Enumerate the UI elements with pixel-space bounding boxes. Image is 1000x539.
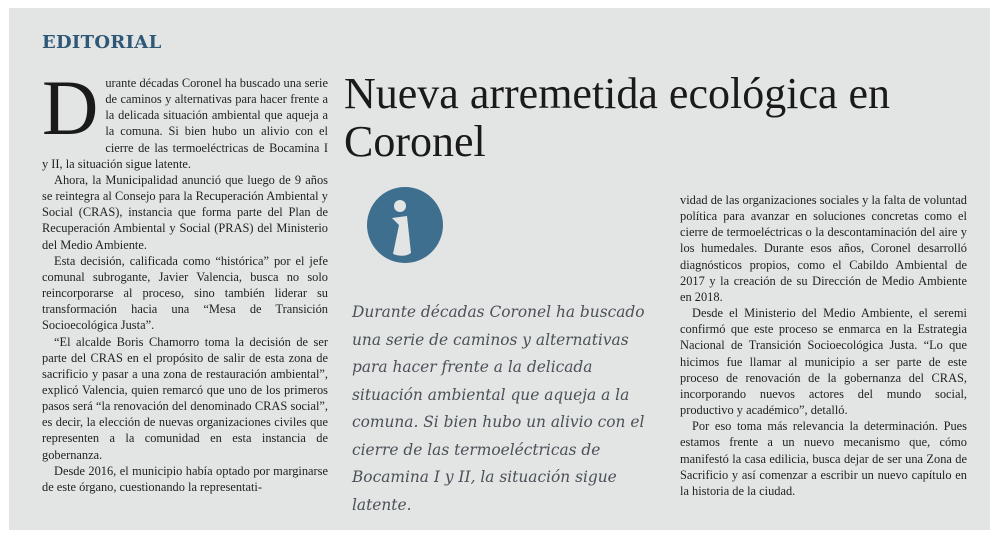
column-right: [680, 192, 967, 499]
paragraph: Ahora, la Municipalidad anunció que luego de 9 años se reintegra al Consejo para la Recuperación Ambiental y Social (CRAS), instancia que forma parte del Plan de Recuperación Ambiental y Social (PRAS) del Ministerio del Medio Ambiente.: [42, 172, 328, 252]
section-label: EDITORIAL: [42, 32, 162, 53]
info-icon: [367, 187, 443, 263]
headline: Nueva arremetida ecológica en Coronel: [344, 69, 891, 166]
dropcap: D: [42, 64, 99, 151]
editorial-page: [9, 8, 990, 530]
paragraph: Desde el Ministerio del Medio Ambiente, el seremi confirmó que este proceso se enmarca en la Estrategia Nacional de Transición Socioecológica Justa. “Lo que hicimos fue llamar al municipio a ser parte de este proceso de renovación de la gobernanza del CRAS, incorporando nuevos actores del mundo social, productivo y académico”, detalló.: [680, 306, 967, 418]
paragraph-lead: [42, 64, 328, 172]
paragraph: Desde 2016, el municipio había optado por marginarse de este órgano, cuestionando la representati-: [42, 463, 328, 494]
pull-quote: Durante décadas Coronel ha buscado una serie de caminos y alternativas para hacer frente a la delicada situación ambiental que aqueja a la comuna. Si bien hubo un alivio con el cierre de las termoeléctricas de Bocamina I y II, la situación sigue latente.: [352, 303, 645, 514]
paragraph: vidad de las organizaciones sociales y la falta de voluntad política para avanzar en soluciones concretas como el cierre de termoeléctricas o la descontaminación del aire y los humedales. Durante esos años, Coronel desarrolló diagnósticos propios, como el Cabildo Ambiental de 2017 y la creación de su Dirección de Medio Ambiente en 2018.: [680, 193, 967, 304]
lead-text: urante décadas Coronel ha buscado una serie de caminos y alternativas para hacer frente a la delicada situación ambiental que aqueja a la comuna. Si bien hubo un alivio con el cierre de las termoeléctricas de Bocamina I y II, la situación sigue latente.: [42, 76, 328, 171]
paragraph: “El alcalde Boris Chamorro toma la decisión de ser parte del CRAS en el propósito de salir de esta zona de sacrificio y pasar a una zona de restauración ambiental”, explicó Valencia, quien remarcó que uno de los primeros pasos será “la renovación del denominado CRAS social”, es decir, la elección de nuevas organizaciones civiles que representen a la comunidad en esta instancia de gobernanza.: [42, 334, 328, 462]
paragraph: Por eso toma más relevancia la determinación. Pues estamos frente a un nuevo mecanismo que, cómo manifestó la casa edilicia, busca dejar de ser una Zona de Sacrificio y así comenzar a escribir un nuevo capítulo en la historia de la ciudad.: [680, 419, 967, 498]
column-left: [42, 64, 328, 495]
paragraph: Esta decisión, calificada como “histórica” por el jefe comunal subrogante, Javier Valencia, busca no solo reincorporarse al proceso, sino también liderar su transformación hacia una “Mesa de Transición Socioecológica Justa”.: [42, 253, 328, 333]
